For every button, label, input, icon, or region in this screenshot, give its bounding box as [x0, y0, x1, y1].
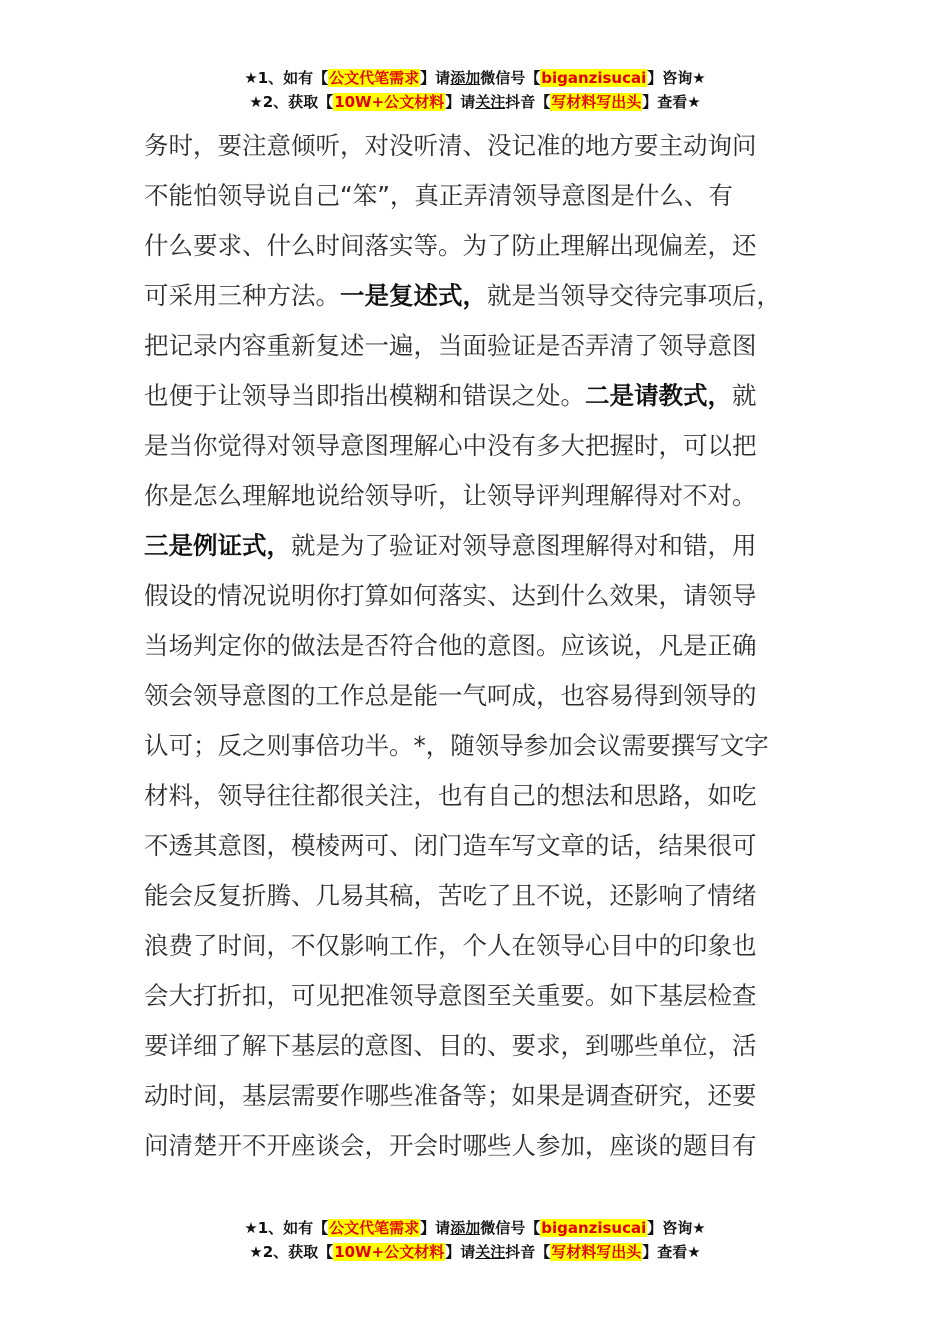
- body-line: 动时间，基层需要作哪些准备等；如果是调查研究，还要: [144, 1081, 757, 1110]
- banner-douyin-id: 写材料写出头: [551, 93, 642, 111]
- banner-line-2: [0, 90, 950, 114]
- banner-text: ★2、获取【: [249, 93, 334, 111]
- bold-heading: 一是复述式，: [340, 281, 487, 310]
- banner-line-1: [0, 1216, 950, 1240]
- banner-underline: 关注: [475, 93, 506, 111]
- banner-text: 】查看★: [642, 93, 701, 111]
- banner-text: ★2、获取【: [249, 1243, 334, 1261]
- banner-text: 】请: [445, 1243, 476, 1261]
- body-text: 就: [732, 381, 757, 410]
- body-text: 就是当领导交待完事项后，: [487, 281, 781, 310]
- banner-highlight: 10W+公文材料: [334, 1243, 445, 1261]
- banner-line-2: [0, 1240, 950, 1264]
- banner-text: 】咨询★: [647, 1219, 706, 1237]
- banner-text: 】查看★: [642, 1243, 701, 1261]
- banner-text: 】请: [445, 93, 476, 111]
- banner-text: ★1、如有【: [244, 69, 329, 87]
- banner-text: 抖音【: [505, 93, 551, 111]
- body-line: [144, 521, 824, 571]
- banner-highlight: 10W+公文材料: [334, 93, 445, 111]
- banner-text: 抖音【: [505, 1243, 551, 1261]
- body-line: 假设的情况说明你打算如何落实、达到什么效果，请领导: [144, 581, 757, 610]
- banner-douyin-id: 写材料写出头: [551, 1243, 642, 1261]
- body-line: 什么要求、什么时间落实等。为了防止理解出现偏差，还: [144, 231, 757, 260]
- body-line: 把记录内容重新复述一遍，当面验证是否弄清了领导意图: [144, 331, 757, 360]
- header-banner: [0, 66, 950, 114]
- body-line: 能会反复折腾、几易其稿，苦吃了且不说，还影响了情绪: [144, 881, 757, 910]
- banner-underline: 添加: [450, 1219, 481, 1237]
- body-line: 不透其意图，模棱两可、闭门造车写文章的话，结果很可: [144, 831, 757, 860]
- banner-underline: 关注: [475, 1243, 506, 1261]
- banner-text: 】咨询★: [647, 69, 706, 87]
- banner-wechat-id: biganzisucai: [541, 1219, 647, 1237]
- body-text: 也便于让领导当即指出模糊和错误之处。: [144, 381, 585, 410]
- banner-text: 微信号【: [480, 69, 541, 87]
- body-line: 浪费了时间，不仅影响工作，个人在领导心目中的印象也: [144, 931, 757, 960]
- banner-highlight: 公文代笔需求: [329, 1219, 420, 1237]
- bold-heading: 三是例证式，: [144, 531, 291, 560]
- body-text: 可采用三种方法。: [144, 281, 340, 310]
- banner-text: ★1、如有【: [244, 1219, 329, 1237]
- footer-banner: [0, 1216, 950, 1264]
- body-line: [144, 371, 824, 421]
- bold-heading: 二是请教式，: [585, 381, 732, 410]
- body-line: 你是怎么理解地说给领导听，让领导评判理解得对不对。: [144, 481, 757, 510]
- body-line: 要详细了解下基层的意图、目的、要求，到哪些单位，活: [144, 1031, 757, 1060]
- body-line: 务时，要注意倾听，对没听清、没记准的地方要主动询问: [144, 131, 757, 160]
- body-line: 是当你觉得对领导意图理解心中没有多大把握时，可以把: [144, 431, 757, 460]
- banner-text: 微信号【: [480, 1219, 541, 1237]
- body-line: 不能怕领导说自己“笨”，真正弄清领导意图是什么、有: [144, 181, 733, 210]
- banner-underline: 添加: [450, 69, 481, 87]
- body-line: 材料，领导往往都很关注，也有自己的想法和思路，如吃: [144, 781, 757, 810]
- banner-text: 】请: [420, 1219, 451, 1237]
- body-text: 就是为了验证对领导意图理解得对和错，用: [291, 531, 757, 560]
- body-line: 当场判定你的做法是否符合他的意图。应该说，凡是正确: [144, 631, 757, 660]
- body-line: 认可；反之则事倍功半。*，随领导参加会议需要撰写文字: [144, 731, 769, 760]
- body-line: 领会领导意图的工作总是能一气呵成，也容易得到领导的: [144, 681, 757, 710]
- document-body: [144, 121, 824, 1171]
- banner-text: 】请: [420, 69, 451, 87]
- banner-line-1: [0, 66, 950, 90]
- banner-wechat-id: biganzisucai: [541, 69, 647, 87]
- body-line: [144, 271, 824, 321]
- body-line: 问清楚开不开座谈会，开会时哪些人参加，座谈的题目有: [144, 1131, 757, 1160]
- body-line: 会大打折扣，可见把准领导意图至关重要。如下基层检查: [144, 981, 757, 1010]
- banner-highlight: 公文代笔需求: [329, 69, 420, 87]
